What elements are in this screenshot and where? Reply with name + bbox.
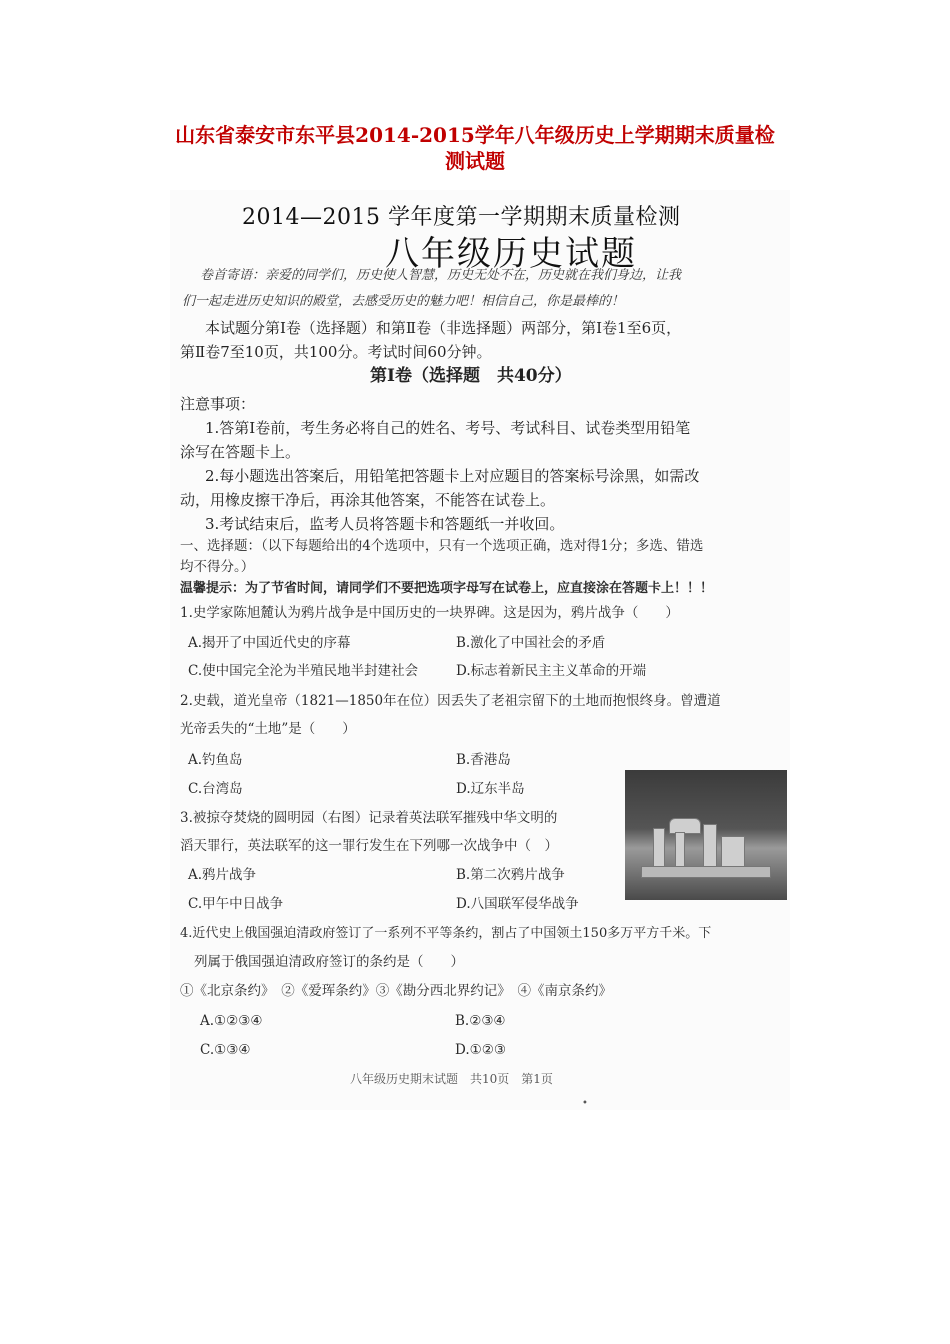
- q3-stem-line2: 滔天罪行，英法联军的这一罪行发生在下列哪一次战争中（ ）: [180, 838, 558, 854]
- q4-option-c: C.①③④: [200, 1042, 251, 1058]
- exam-subject-heading: 八年级历史试题: [385, 234, 637, 274]
- document-title-line2: 测试题: [445, 149, 505, 173]
- intro-line1: 本试题分第Ⅰ卷（选择题）和第Ⅱ卷（非选择题）两部分，第Ⅰ卷1至6页，: [205, 319, 682, 337]
- q2-option-c: C.台湾岛: [188, 781, 243, 797]
- q2-stem-line1: 2.史载，道光皇帝（1821—1850年在位）因丢失了老祖宗留下的土地而抱恨终身。曾遭道: [180, 693, 721, 709]
- q3-option-a: A.鸦片战争: [188, 867, 257, 883]
- ruin-pillar-shape: [675, 832, 685, 870]
- note-3: 3.考试结束后，监考人员将答题卡和答题纸一并收回。: [205, 515, 565, 533]
- q4-option-a: A.①②③④: [200, 1013, 263, 1029]
- yuanmingyuan-ruins-photo: [625, 770, 787, 900]
- ruin-wall-shape: [721, 836, 745, 870]
- q1-option-d: D.标志着新民主主义革命的开端: [456, 663, 647, 679]
- notes-heading: 注意事项：: [180, 395, 256, 413]
- section-title: 第Ⅰ卷（选择题 共40分）: [370, 366, 572, 386]
- note-2b: 动，用橡皮擦干净后，再涂其他答案，不能答在试卷上。: [180, 491, 556, 509]
- q3-stem-line1: 3.被掠夺焚烧的圆明园（右图）记录着英法联军摧残中华文明的: [180, 810, 558, 826]
- ruin-pillar-shape: [703, 824, 717, 870]
- q2-option-b: B.香港岛: [456, 752, 511, 768]
- note-1b: 涂写在答题卡上。: [180, 443, 301, 461]
- q2-option-a: A.钓鱼岛: [188, 752, 243, 768]
- document-title: [120, 122, 830, 174]
- q4-option-d: D.①②③: [455, 1042, 506, 1058]
- q1-option-b: B.激化了中国社会的矛盾: [456, 635, 606, 651]
- exam-year-heading: 2014—2015 学年度第一学期期末质量检测: [242, 205, 681, 230]
- part1-instructions-line2: 均不得分。）: [180, 559, 255, 575]
- q1-stem: 1.史学家陈旭麓认为鸦片战争是中国历史的一块界碑。这是因为，鸦片战争（ ）: [180, 605, 679, 621]
- q4-items: ①《北京条约》 ②《爱珲条约》③《勘分西北界约记》 ④《南京条约》: [180, 983, 612, 999]
- q3-option-b: B.第二次鸦片战争: [456, 867, 565, 883]
- ruin-pillar-shape: [653, 828, 665, 870]
- document-title-line1: 山东省泰安市东平县2014-2015学年八年级历史上学期期末质量检: [175, 123, 775, 147]
- intro-line2: 第Ⅱ卷7至10页，共100分。考试时间60分钟。: [180, 343, 492, 361]
- q4-stem-line2: 列属于俄国强迫清政府签订的条约是（ ）: [194, 954, 464, 970]
- ruin-base-shape: [641, 866, 771, 878]
- q2-stem-line2: 光帝丢失的“土地”是（ ）: [180, 721, 356, 737]
- page-footer: 八年级历史期末试题 共10页 第1页: [350, 1072, 553, 1086]
- scanned-exam-page: [170, 190, 790, 1110]
- ruin-arch-shape: [669, 818, 701, 834]
- q3-option-d: D.八国联军侵华战争: [456, 896, 579, 912]
- q1-option-c: C.使中国完全沦为半殖民地半封建社会: [188, 663, 419, 679]
- note-1a: 1.答第Ⅰ卷前，考生务必将自己的姓名、考号、考试科目、试卷类型用铅笔: [205, 419, 691, 437]
- q4-stem-line1: 4.近代史上俄国强迫清政府签订了一系列不平等条约，割占了中国领土150多万平方千米。下: [180, 926, 712, 941]
- q4-option-b: B.②③④: [455, 1013, 506, 1029]
- q2-option-d: D.辽东半岛: [456, 781, 525, 797]
- part1-instructions-line1: 一、选择题：（以下每题给出的4个选项中，只有一个选项正确，选对得1分；多选、错选: [180, 538, 704, 554]
- foreword-line1: 卷首寄语：亲爱的同学们，历史使人智慧，历史无处不在，历史就在我们身边，让我: [200, 268, 682, 283]
- warm-tip: 温馨提示：为了节省时间，请同学们不要把选项字母写在试卷上，应直接涂在答题卡上！！！: [180, 581, 714, 596]
- q1-option-a: A.揭开了中国近代史的序幕: [188, 635, 351, 651]
- note-2a: 2.每小题选出答案后，用铅笔把答题卡上对应题目的答案标号涂黑，如需改: [205, 467, 700, 485]
- foreword-line2: 们一起走进历史知识的殿堂，去感受历史的魅力吧！相信自己，你是最棒的！: [182, 294, 625, 309]
- q3-option-c: C.甲午中日战争: [188, 896, 284, 912]
- scan-speck: •: [582, 1098, 588, 1109]
